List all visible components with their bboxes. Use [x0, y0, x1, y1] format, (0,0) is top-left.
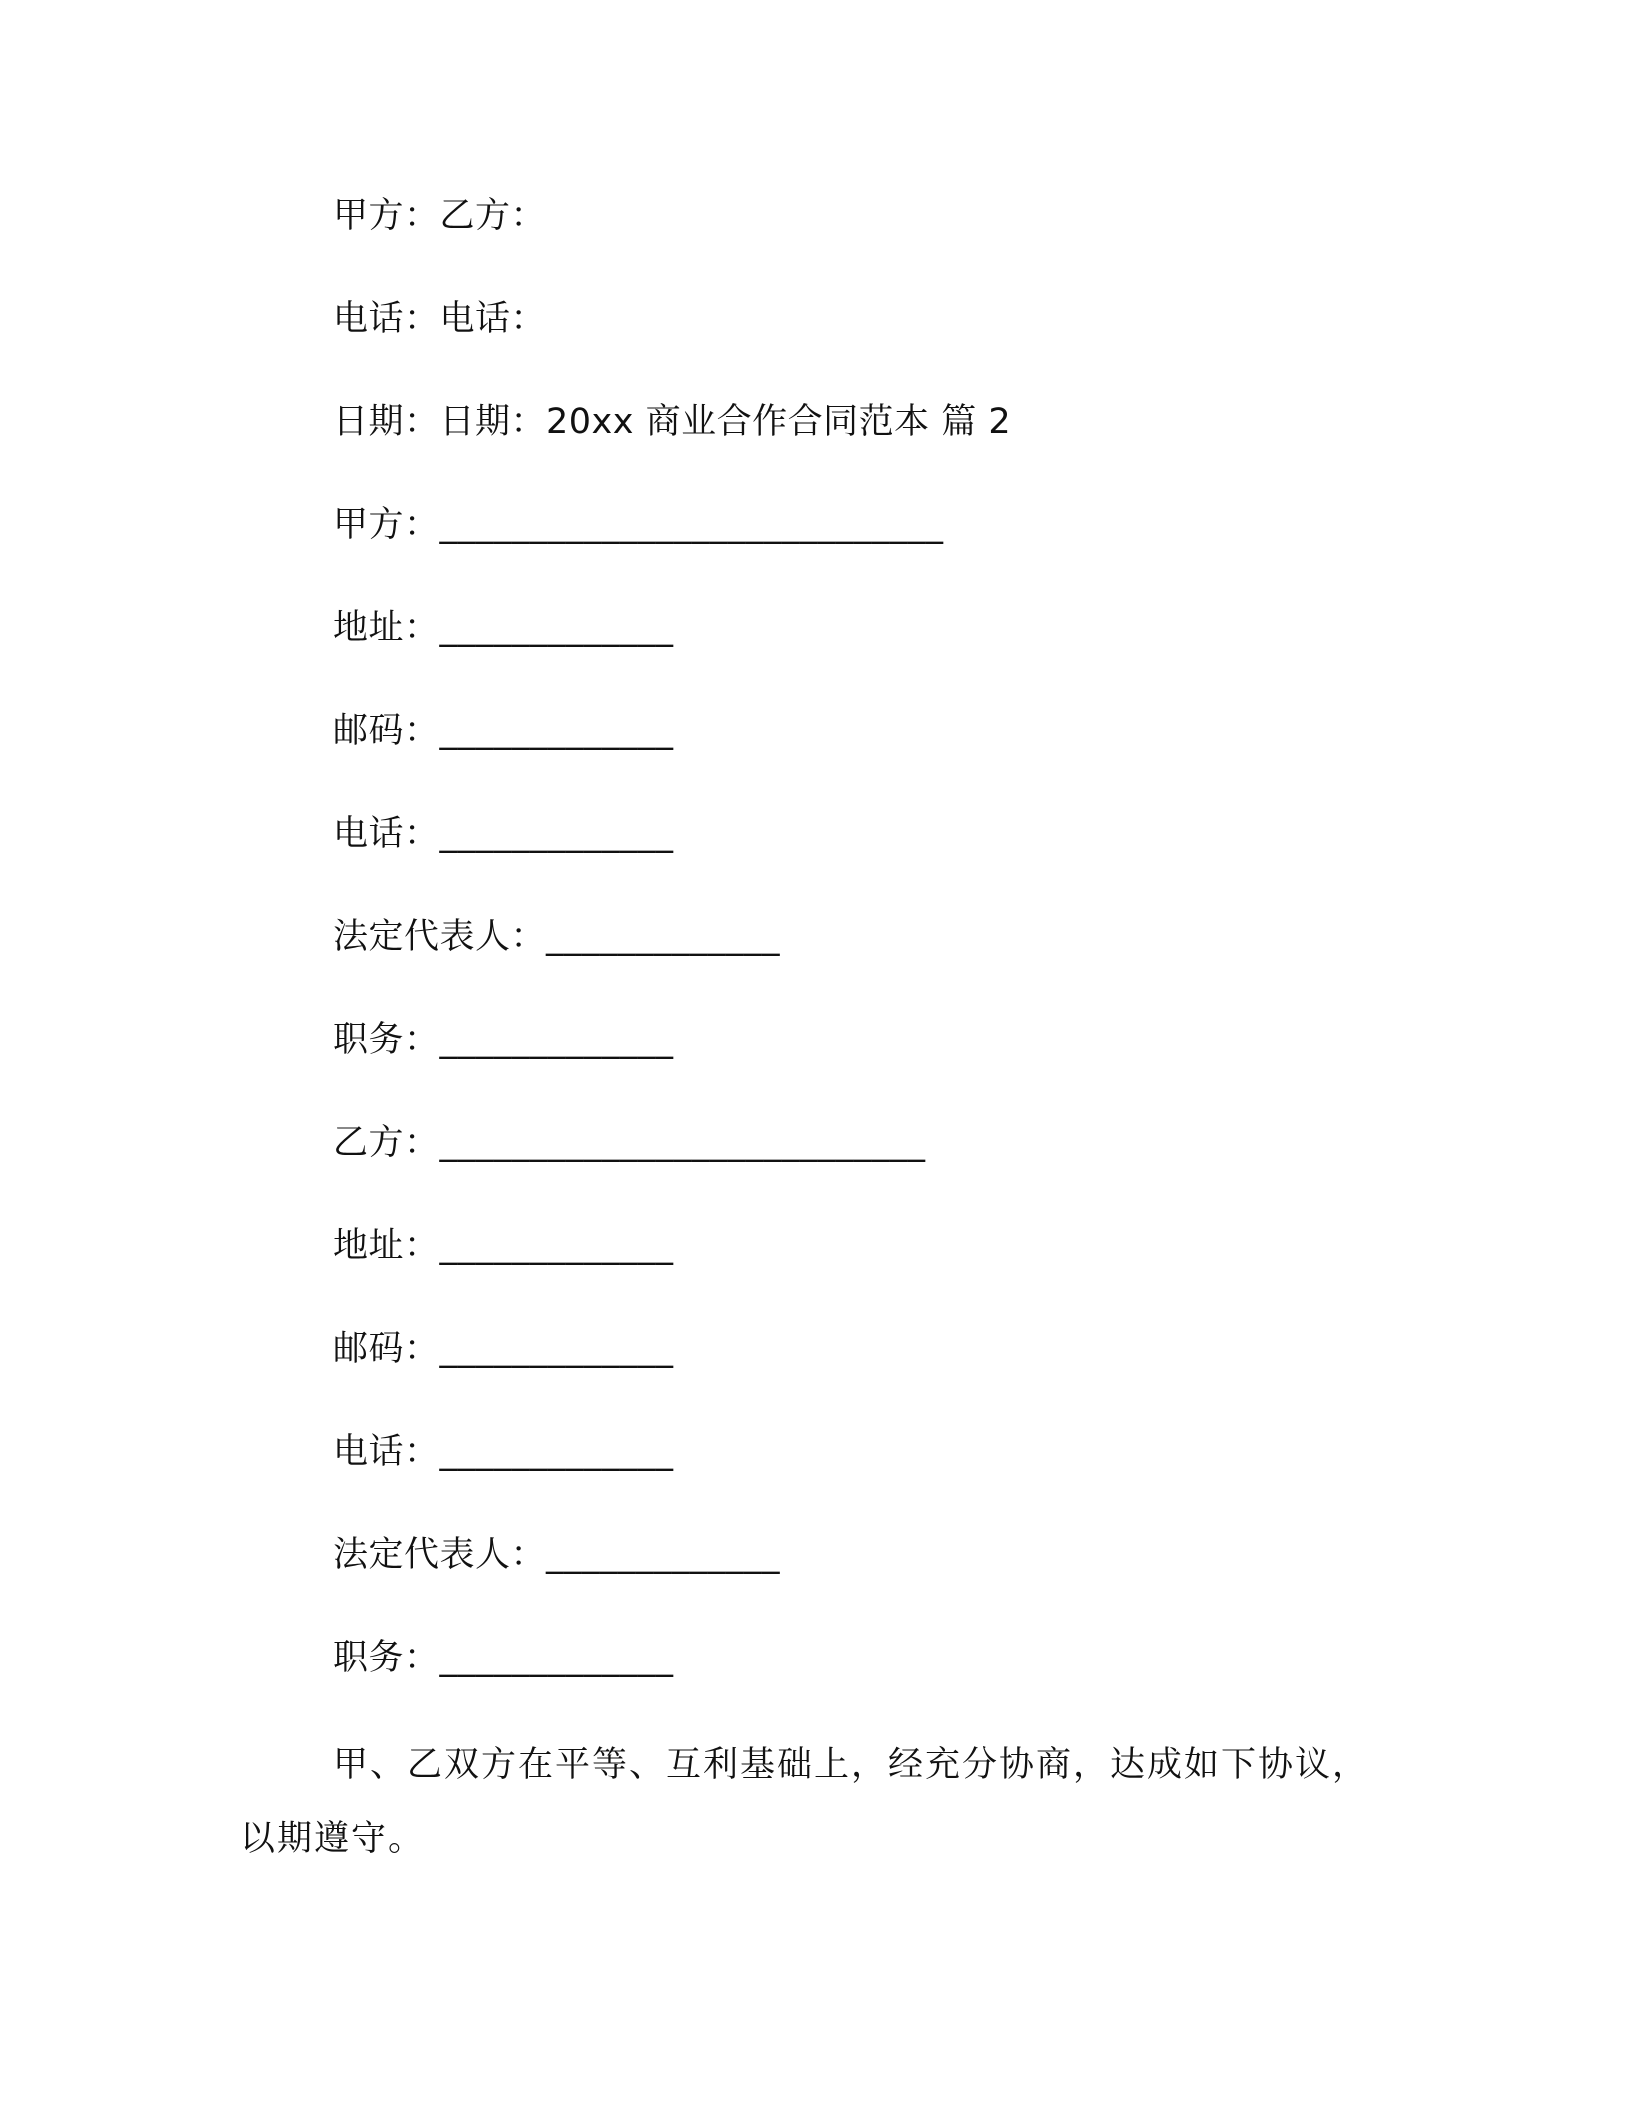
party-b-phone-field: 电话：_____________ [333, 1432, 674, 1472]
agreement-paragraph [240, 1743, 1390, 1861]
party-a-address-field: 地址：_____________ [333, 608, 674, 648]
party-a-legal-rep-field: 法定代表人：_____________ [333, 917, 781, 957]
party-b-postcode-field: 邮码：_____________ [333, 1329, 674, 1369]
agreement-paragraph-line-2: 以期遵守。 [240, 1819, 426, 1859]
party-b-address-field: 地址：_____________ [333, 1226, 674, 1266]
party-a-b-line: 甲方：乙方： [333, 196, 547, 236]
date-title-line: 日期：日期：20xx 商业合作合同范本 篇 2 [333, 402, 1012, 442]
phone-line: 电话：电话： [333, 299, 547, 339]
agreement-paragraph-line-1 [240, 1743, 1390, 1787]
party-a-phone-field: 电话：_____________ [333, 814, 674, 854]
party-b-position-field: 职务：_____________ [333, 1638, 674, 1678]
agreement-paragraph-text-1: 甲、乙双方在平等、互利基础上，经充分协商，达成如下协议， [333, 1745, 1370, 1785]
party-a-field: 甲方：____________________________ [333, 505, 944, 545]
party-b-legal-rep-field: 法定代表人：_____________ [333, 1535, 781, 1575]
party-a-position-field: 职务：_____________ [333, 1020, 674, 1060]
party-a-postcode-field: 邮码：_____________ [333, 711, 674, 751]
party-b-field: 乙方：___________________________ [333, 1123, 926, 1163]
